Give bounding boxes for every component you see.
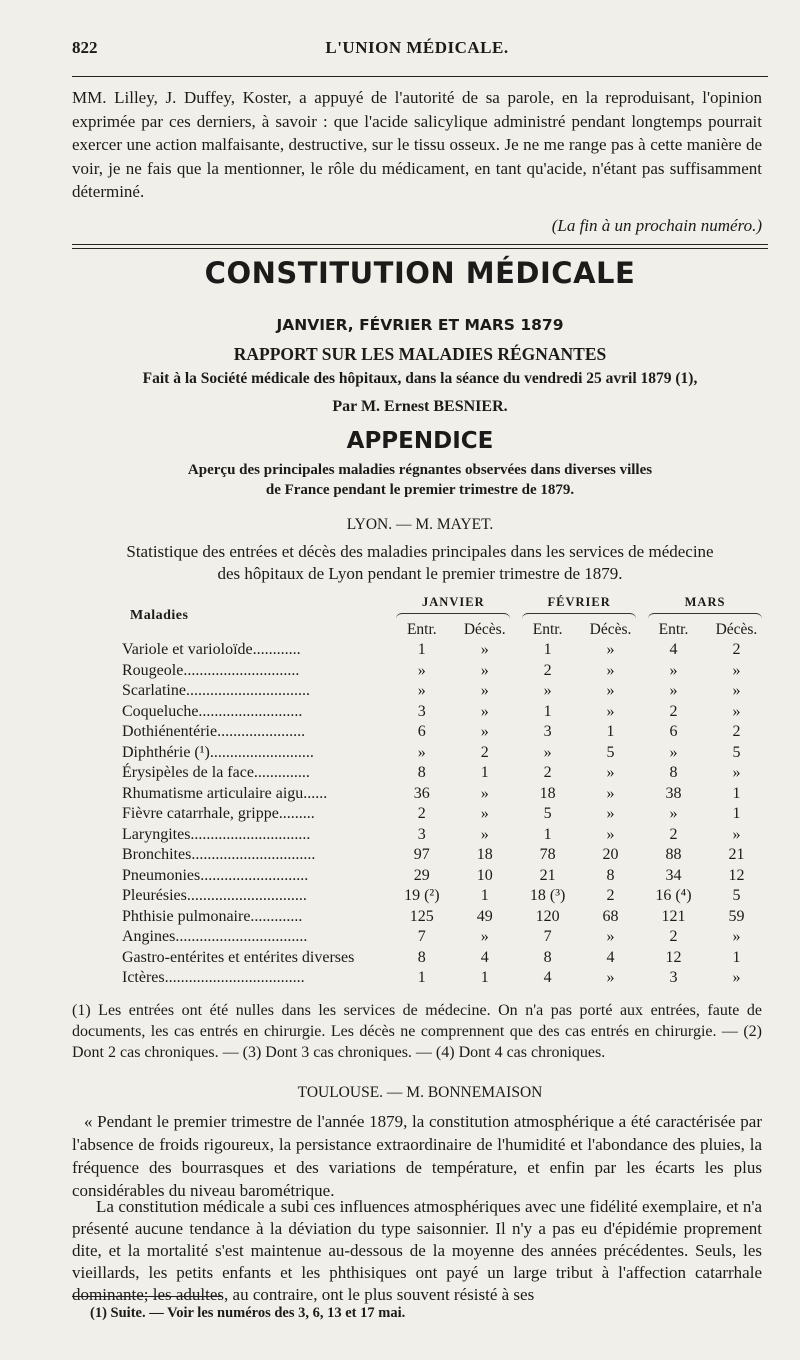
deaths-cell: » xyxy=(606,928,615,945)
deaths-cell: 59 xyxy=(728,907,745,925)
entries-cell: 2 xyxy=(543,661,552,679)
month-header: MARS xyxy=(684,595,726,609)
table-row xyxy=(122,927,768,948)
deaths-cell: 2 xyxy=(732,723,741,740)
entries-cell: 7 xyxy=(417,928,426,945)
table-row xyxy=(122,722,768,743)
month-brace xyxy=(396,613,510,620)
deaths-cell: » xyxy=(606,661,615,679)
entries-cell: 8 xyxy=(543,948,552,966)
disease-name: Dothiénentérie...................... xyxy=(122,723,306,740)
entries-cell: 2 xyxy=(669,825,678,843)
entries-cell: 4 xyxy=(543,969,552,986)
entries-cell: 1 xyxy=(417,641,426,658)
entries-cell: 1 xyxy=(417,969,426,986)
entries-cell: » xyxy=(669,743,678,761)
entries-cell: 16 (⁴) xyxy=(655,887,692,904)
disease-name: Bronchites............................... xyxy=(122,846,316,863)
table-row xyxy=(122,968,768,989)
lyon-caption-line-2: des hôpitaux de Lyon pendant le premier trimestre de 1879. xyxy=(217,564,623,583)
lyon-table-notes: (1) Les entrées ont été nulles dans les services de médecine. On n'a pas porté aux entrées, faute de documents, les cas entrés en chirurgie. Les décès ne comprennent que des cas entrés en chirurgie. — (2) Dont 2 cas chroniques. — (3) Dont 3 cas chroniques. — (4) Dont 4 cas chroniques. xyxy=(72,1002,762,1061)
deaths-cell: » xyxy=(606,702,615,720)
deaths-cell: 2 xyxy=(732,641,741,658)
entries-cell: 2 xyxy=(669,928,678,945)
entries-cell: » xyxy=(669,682,678,699)
entries-cell: 3 xyxy=(669,969,678,986)
deaths-cell: » xyxy=(606,969,615,986)
table-row xyxy=(122,640,768,661)
deaths-cell: 1 xyxy=(732,784,741,802)
month-brace xyxy=(648,613,762,620)
disease-name: Angines................................. xyxy=(122,928,308,945)
toulouse-paragraph-2: La constitution médicale a subi ces influences atmosphériques avec une fidélité exemplaire, et n'a présenté aucune tendance à la déviation du type saisonnier. Il n'y a pas eu d'épidémie proprement dite, et la mortalité s'est maintenue au-dessous de la moyenne des années précédentes. Seuls, les vieillards, les petits enfants et les phthisiques ont payé un large tribut à l'affection catarrhale dominante; les adultes, au contraire, ont le plus souvent résisté à ses xyxy=(72,1197,762,1304)
deaths-cell: 12 xyxy=(728,866,745,884)
column-header: Entr. xyxy=(658,620,689,638)
deaths-cell: 2 xyxy=(606,887,615,904)
deaths-cell: 1 xyxy=(732,805,741,822)
deaths-cell: 5 xyxy=(732,743,741,761)
entries-cell: 2 xyxy=(417,805,426,822)
table-row xyxy=(122,886,768,907)
toulouse-paragraph-1: « Pendant le premier trimestre de l'année 1879, la constitution atmosphérique a été caractérisée par l'absence de froids rigoureux, la persistance extraordinaire de l'humidité et l'abondance des pluies, la fréquence des bourrasques et des variations de température, et enfin par les écarts les plus considérables du niveau barométrique. xyxy=(72,1112,762,1200)
deaths-cell: » xyxy=(732,702,741,720)
table-row xyxy=(122,743,768,764)
entries-cell: 5 xyxy=(543,805,552,822)
entries-cell: 121 xyxy=(661,907,686,925)
report-title: RAPPORT SUR LES MALADIES RÉGNANTES xyxy=(233,344,607,364)
page-footnote: (1) Suite. — Voir les numéros des 3, 6, 13 et 17 mai. xyxy=(90,1305,406,1321)
appendix-subtitle-line-1: Aperçu des principales maladies régnantes observées dans diverses villes xyxy=(187,462,653,478)
deaths-cell: » xyxy=(480,682,489,699)
deaths-cell: 1 xyxy=(606,723,615,740)
disease-name: Fièvre catarrhale, grippe......... xyxy=(122,805,315,822)
entries-cell: » xyxy=(543,743,552,761)
column-header: Décès. xyxy=(715,620,758,638)
section-rule-bottom xyxy=(72,248,768,249)
section-rule-top xyxy=(72,244,768,245)
entries-cell: 7 xyxy=(543,928,552,945)
deaths-cell: 68 xyxy=(602,907,619,925)
entries-cell: 8 xyxy=(417,764,426,781)
deaths-cell: 10 xyxy=(476,866,493,884)
deaths-cell: » xyxy=(480,641,489,658)
deaths-cell: 20 xyxy=(602,846,619,863)
column-header: Décès. xyxy=(463,620,506,638)
entries-cell: 38 xyxy=(665,784,682,802)
table-row xyxy=(122,702,768,723)
deaths-cell: 2 xyxy=(480,743,489,761)
entries-cell: 1 xyxy=(543,702,552,720)
section-period: JANVIER, FÉVRIER ET MARS 1879 xyxy=(276,316,564,334)
table-row xyxy=(122,661,768,682)
report-author: Par M. Ernest BESNIER. xyxy=(332,398,508,415)
entries-cell: 88 xyxy=(665,846,682,863)
disease-name: Pneumonies........................... xyxy=(122,866,309,884)
month-header: FÉVRIER xyxy=(547,595,611,609)
entries-cell: » xyxy=(543,682,552,699)
deaths-cell: 18 xyxy=(476,846,493,863)
disease-name: Variole et varioloïde............ xyxy=(122,641,301,658)
entries-cell: 6 xyxy=(417,723,426,740)
disease-name: Rougeole............................. xyxy=(122,661,300,679)
disease-name: Érysipèles de la face.............. xyxy=(122,764,310,781)
toulouse-heading: TOULOUSE. — M. BONNEMAISON xyxy=(297,1084,543,1101)
disease-name: Scarlatine............................... xyxy=(122,682,310,699)
deaths-cell: » xyxy=(480,805,489,822)
entries-cell: 1 xyxy=(543,641,552,658)
section-title: CONSTITUTION MÉDICALE xyxy=(204,256,636,290)
table-row xyxy=(122,866,768,887)
deaths-cell: » xyxy=(732,825,741,843)
disease-name: Rhumatisme articulaire aigu...... xyxy=(122,784,328,802)
table-row xyxy=(122,845,768,866)
deaths-cell: » xyxy=(606,764,615,781)
deaths-cell: » xyxy=(480,825,489,843)
appendix-title: APPENDICE xyxy=(346,428,494,454)
lyon-statistics-table xyxy=(122,592,768,989)
table-row xyxy=(122,804,768,825)
deaths-cell: 1 xyxy=(480,969,489,986)
entries-cell: 8 xyxy=(417,948,426,966)
deaths-cell: 4 xyxy=(606,948,615,966)
deaths-cell: 1 xyxy=(732,948,741,966)
entries-cell: » xyxy=(417,661,426,679)
deaths-cell: 49 xyxy=(476,907,493,925)
column-header: Décès. xyxy=(589,620,632,638)
footnote-rule xyxy=(72,1296,222,1297)
entries-cell: » xyxy=(417,743,426,761)
deaths-cell: 1 xyxy=(480,887,489,904)
entries-cell: 125 xyxy=(409,907,434,925)
entries-cell: 29 xyxy=(413,866,430,884)
deaths-cell: » xyxy=(732,969,741,986)
entries-cell: 97 xyxy=(413,846,430,863)
disease-name: Ictères................................... xyxy=(122,969,305,986)
deaths-cell: » xyxy=(480,661,489,679)
page-number: 822 xyxy=(72,38,98,57)
entries-cell: 120 xyxy=(535,907,560,925)
report-session: Fait à la Société médicale des hôpitaux, dans la séance du vendredi 25 avril 1879 (1), xyxy=(142,370,698,387)
column-header: Entr. xyxy=(532,620,563,638)
entries-cell: 36 xyxy=(413,784,430,802)
deaths-cell: 5 xyxy=(732,887,741,904)
disease-name: Phthisie pulmonaire............. xyxy=(122,907,303,925)
table-row-header: Maladies xyxy=(130,608,189,624)
table-row xyxy=(122,907,768,928)
deaths-cell: » xyxy=(480,928,489,945)
table-row xyxy=(122,784,768,805)
deaths-cell: » xyxy=(606,641,615,658)
entries-cell: » xyxy=(417,682,426,699)
month-header: JANVIER xyxy=(422,595,485,609)
entries-cell: 12 xyxy=(665,948,682,966)
entries-cell: 18 xyxy=(539,784,556,802)
entries-cell: 34 xyxy=(665,866,682,884)
disease-name: Laryngites.............................. xyxy=(122,825,311,843)
entries-cell: 6 xyxy=(669,723,678,740)
lyon-heading: LYON. — M. MAYET. xyxy=(346,516,494,533)
deaths-cell: » xyxy=(732,764,741,781)
to-be-continued-note: (La fin à un prochain numéro.) xyxy=(551,216,762,235)
table-row xyxy=(122,948,768,969)
entries-cell: 3 xyxy=(543,723,552,740)
table-month-row xyxy=(122,592,768,620)
entries-cell: 8 xyxy=(669,764,678,781)
disease-name: Coqueluche.......................... xyxy=(122,702,303,720)
deaths-cell: » xyxy=(606,825,615,843)
deaths-cell: » xyxy=(732,682,741,699)
column-header: Entr. xyxy=(406,620,437,638)
deaths-cell: » xyxy=(732,661,741,679)
deaths-cell: » xyxy=(480,723,489,740)
month-brace xyxy=(522,613,636,620)
entries-cell: » xyxy=(669,661,678,679)
entries-cell: 18 (³) xyxy=(529,887,566,904)
deaths-cell: » xyxy=(480,702,489,720)
disease-name: Gastro-entérites et entérites diverses xyxy=(122,948,355,966)
continuation-paragraph: MM. Lilley, J. Duffey, Koster, a appuyé de l'autorité de sa parole, en la reproduisant, l'opinion exprimée par ces derniers, à savoir : que l'acide salicylique administré pendant longtemps pourrait exercer une action malfaisante, destructive, sur le tissu osseux. Je ne me range pas à cette manière de voir, je ne fais que la mentionner, le rôle du médicament, en tant qu'acide, n'étant pas suffisamment déterminé. xyxy=(72,88,762,201)
appendix-subtitle-line-2: de France pendant le premier trimestre de 1879. xyxy=(265,482,575,498)
deaths-cell: 8 xyxy=(606,866,615,884)
lyon-caption-line-1: Statistique des entrées et décès des maladies principales dans les services de médecine xyxy=(126,542,714,561)
entries-cell: 1 xyxy=(543,825,552,843)
entries-cell: 2 xyxy=(669,702,678,720)
entries-cell: 78 xyxy=(539,846,556,863)
running-title: L'UNION MÉDICALE. xyxy=(325,38,509,57)
entries-cell: 3 xyxy=(417,702,426,720)
page-header xyxy=(72,38,762,62)
table-row xyxy=(122,825,768,846)
entries-cell: 3 xyxy=(417,825,426,843)
deaths-cell: » xyxy=(606,682,615,699)
deaths-cell: » xyxy=(606,784,615,802)
deaths-cell: » xyxy=(606,805,615,822)
deaths-cell: 21 xyxy=(728,846,745,863)
deaths-cell: 1 xyxy=(480,764,489,781)
entries-cell: 21 xyxy=(539,866,556,884)
table-body xyxy=(122,640,768,989)
table-row xyxy=(122,763,768,784)
deaths-cell: 5 xyxy=(606,743,615,761)
entries-cell: » xyxy=(669,805,678,822)
entries-cell: 19 (²) xyxy=(404,887,440,904)
deaths-cell: » xyxy=(732,928,741,945)
deaths-cell: 4 xyxy=(480,948,489,966)
table-row xyxy=(122,681,768,702)
deaths-cell: » xyxy=(480,784,489,802)
disease-name: Pleurésies.............................. xyxy=(122,887,307,904)
header-rule xyxy=(72,76,768,77)
entries-cell: 2 xyxy=(543,764,552,781)
entries-cell: 4 xyxy=(669,641,678,658)
disease-name: Diphthérie (¹).......................... xyxy=(122,743,314,761)
